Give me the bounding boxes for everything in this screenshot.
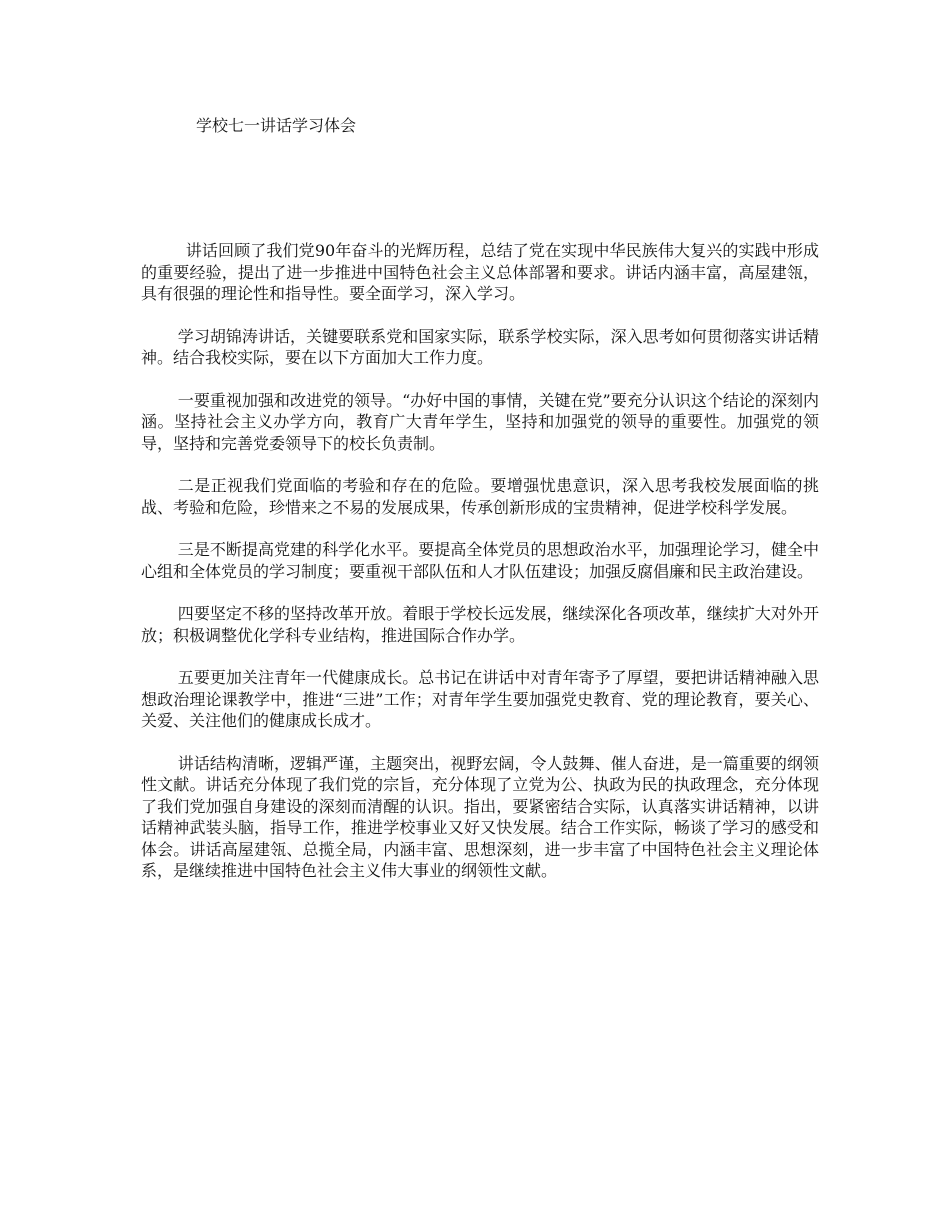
paragraph-point-three: 三是不断提高党建的科学化水平。要提高全体党员的思想政治水平，加强理论学习，健全中心组和全体党员的学习制度；要重视干部队伍和人才队伍建设；加强反腐倡廉和民主政治建设。 xyxy=(141,540,819,581)
paragraph-intro: 讲话回顾了我们党90年奋斗的光辉历程，总结了党在实现中华民族伟大复兴的实践中形成的重要经验，提出了进一步推进中国特色社会主义总体部署和要求。讲话内涵丰富，高屋建瓴，具有很强的理论性和指导性。要全面学习，深入学习。 xyxy=(141,241,819,303)
paragraph-point-two: 二是正视我们党面临的考验和存在的危险。要增强忧患意识，深入思考我校发展面临的挑战、考验和危险，珍惜来之不易的发展成果，传承创新形成的宝贵精神，促进学校科学发展。 xyxy=(141,476,819,517)
paragraph-point-one: 一要重视加强和改进党的领导。“办好中国的事情，关键在党”要充分认识这个结论的深刻内涵。坚持社会主义办学方向，教育广大青年学生，坚持和加强党的领导的重要性。加强党的领导，坚持和完善党委领导下的校长负责制。 xyxy=(141,390,819,453)
document-title: 学校七一讲话学习体会 xyxy=(196,116,357,135)
paragraph-point-five: 五要更加关注青年一代健康成长。总书记在讲话中对青年寄予了厚望，要把讲话精神融入思想政治理论课教学中，推进“三进”工作；对青年学生要加强党史教育、党的理论教育，要关心、关爱、关注他们的健康成长成才。 xyxy=(141,668,819,730)
paragraph-point-four: 四要坚定不移的坚持改革开放。着眼于学校长远发展，继续深化各项改革，继续扩大对外开放；积极调整优化学科专业结构，推进国际合作办学。 xyxy=(141,604,819,645)
document-body xyxy=(141,240,819,903)
paragraph-conclusion: 讲话结构清晰，逻辑严谨，主题突出，视野宏阔，令人鼓舞、催人奋进，是一篇重要的纲领性文献。讲话充分体现了我们党的宗旨，充分体现了立党为公、执政为民的执政理念，充分体现了我们党加强自身建设的深刻而清醒的认识。指出，要紧密结合实际，认真落实讲话精神，以讲话精神武装头脑，指导工作，推进学校事业又好又快发展。结合工作实际，畅谈了学习的感受和体会。讲话高屋建瓴、总揽全局，内涵丰富、思想深刻，进一步丰富了中国特色社会主义理论体系，是继续推进中国特色社会主义伟大事业的纲领性文献。 xyxy=(141,753,819,880)
paragraph-study: 学习胡锦涛讲话，关键要联系党和国家实际，联系学校实际，深入思考如何贯彻落实讲话精神。结合我校实际，要在以下方面加大工作力度。 xyxy=(141,326,819,367)
